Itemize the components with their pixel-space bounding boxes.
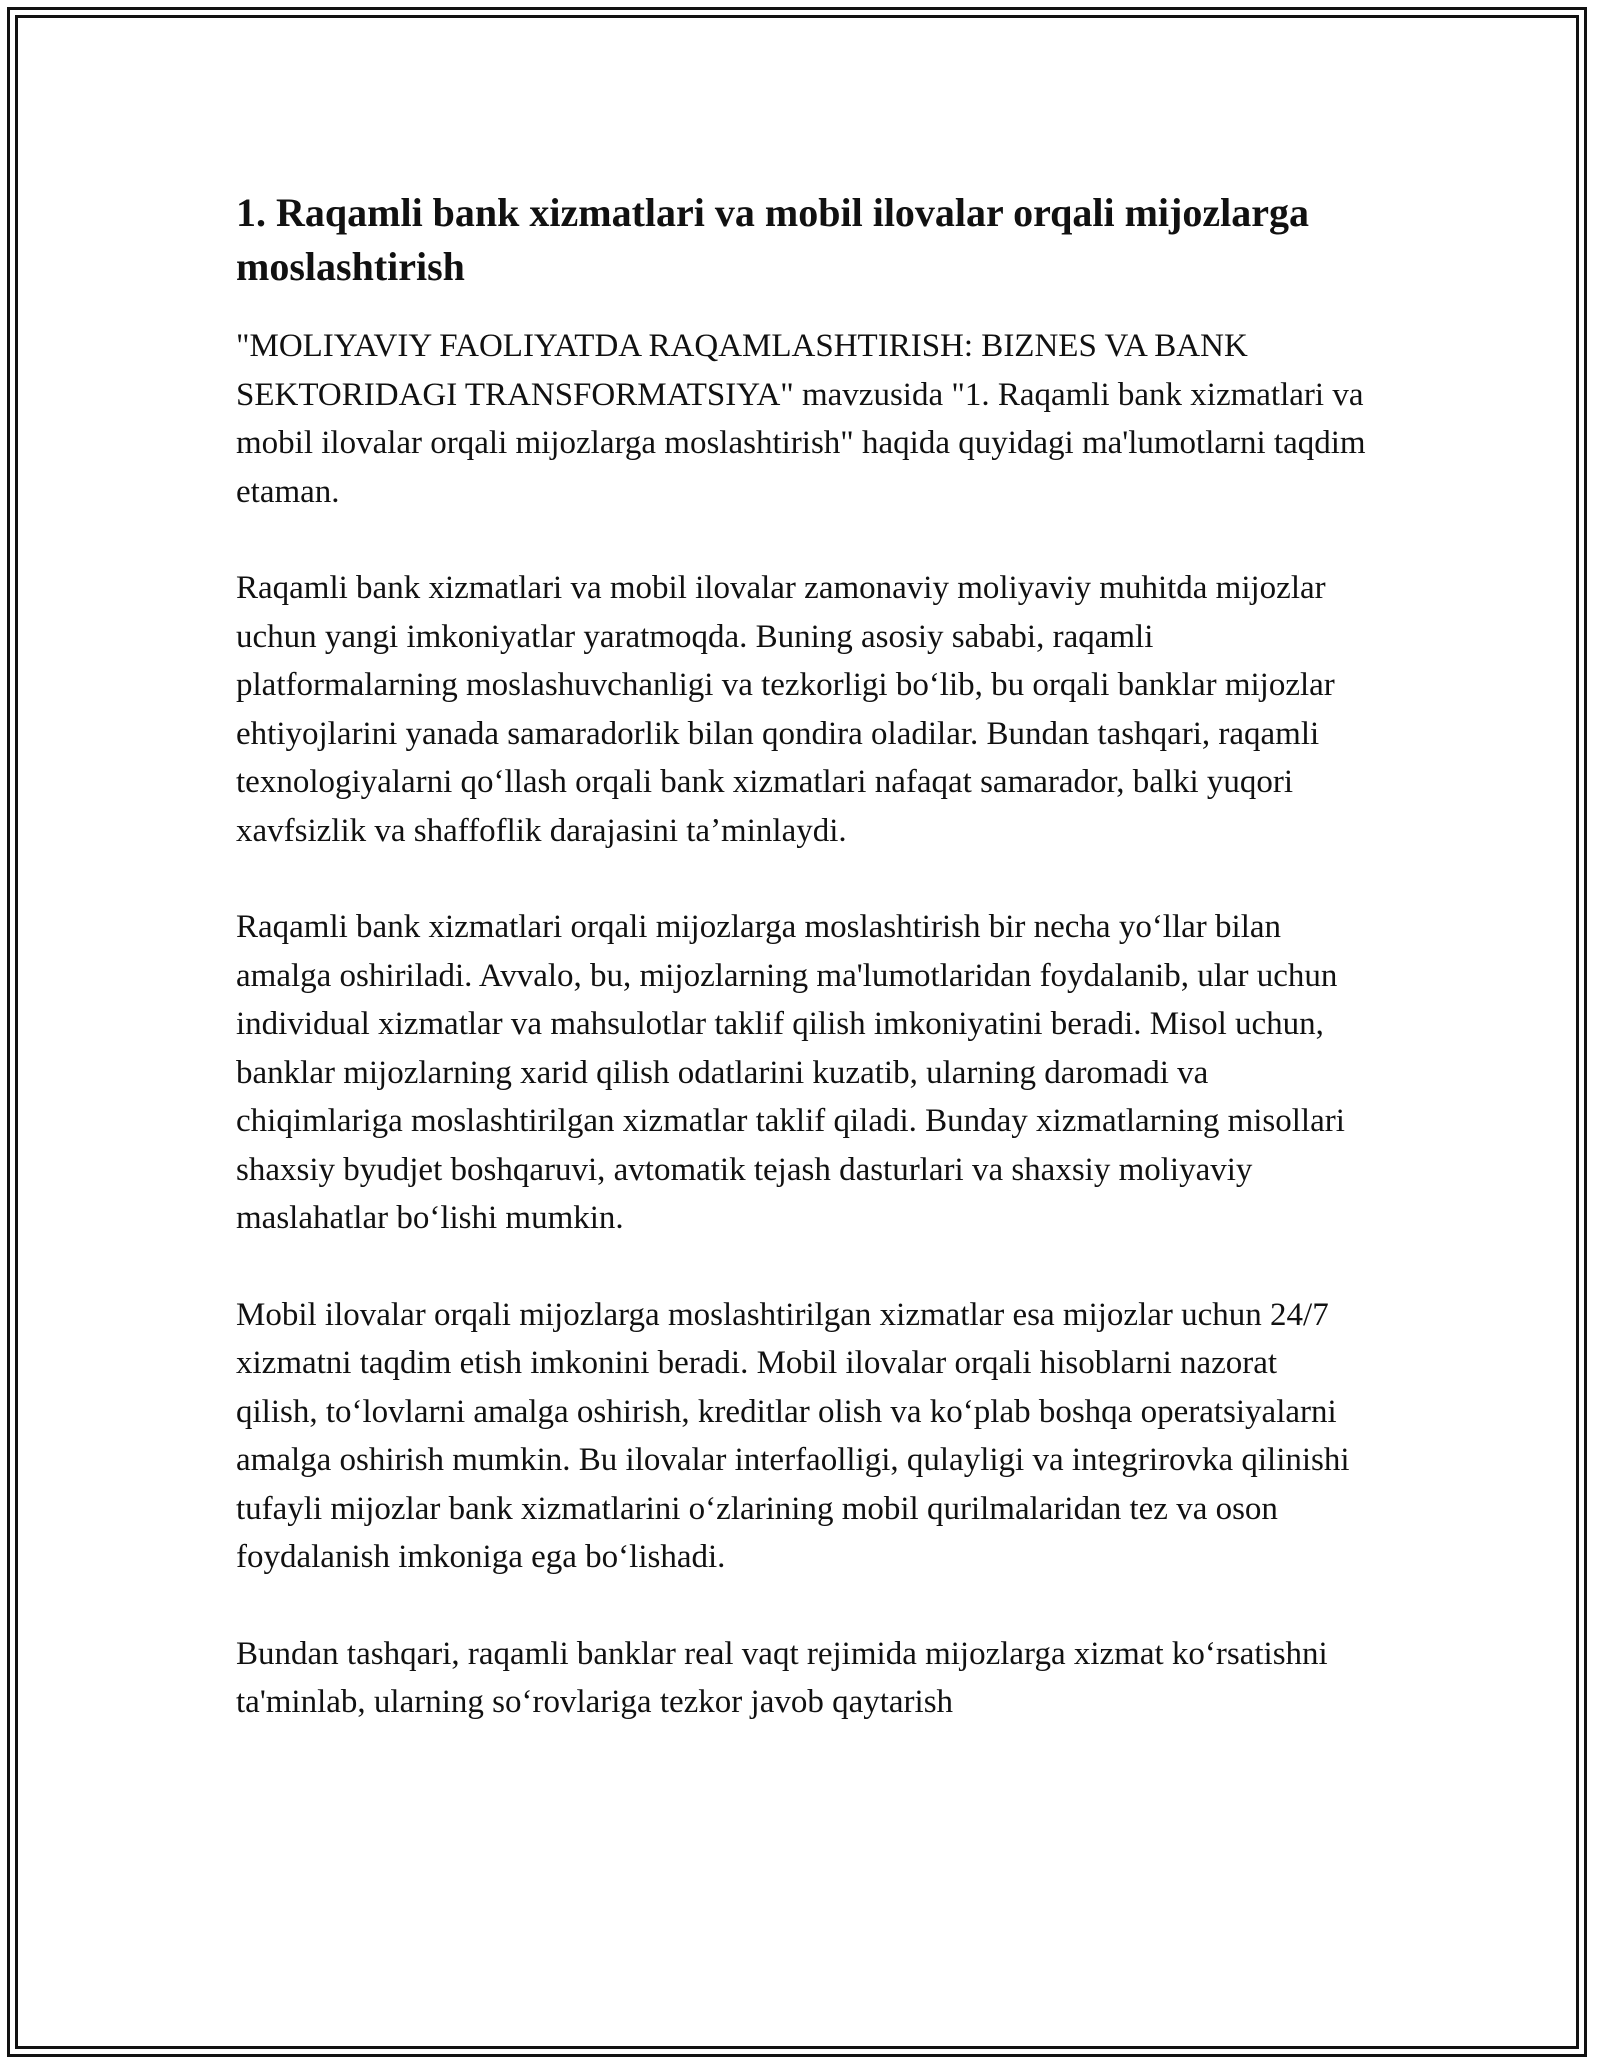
paragraph-intro: "MOLIYAVIY FAOLIYATDA RAQAMLASHTIRISH: BIZNES VA BANK SEKTORIDAGI TRANSFORMATSIYA" mavzusida "1. Raqamli bank xizmatlari va mobil ilovalar orqali mijozlarga moslashtirish" haqida quyidagi ma'lumotlarni taqdim etaman. [236, 328, 1366, 510]
paragraph-digital-services: Raqamli bank xizmatlari va mobil ilovalar zamonaviy moliyaviy muhitda mijozlar uchun yangi imkoniyatlar yaratmoqda. Buning asosiy sababi, raqamli platformalarning moslashuvchanligi va tezkorligi boʻlib, bu orqali banklar mijozlar ehtiyojlarini yanada samaradorlik bilan qondira oladilar. Bundan tashqari, raqamli texnologiyalarni qoʻllash orqali bank xizmatlari nafaqat samarador, balki yuqori xavfsizlik va shaffoflik darajasini taʼminlaydi. [236, 570, 1335, 849]
paragraph-personalization: Raqamli bank xizmatlari orqali mijozlarga moslashtirish bir necha yoʻllar bilan amalga oshiriladi. Avvalo, bu, mijozlarning ma'lumotlaridan foydalanib, ular uchun individual xizmatlar va mahsulotlar taklif qilish imkoniyatini beradi. Misol uchun, banklar mijozlarning xarid qilish odatlarini kuzatib, ularning daromadi va chiqimlariga moslashtirilgan xizmatlar taklif qiladi. Bunday xizmatlarning misollari shaxsiy byudjet boshqaruvi, avtomatik tejash dasturlari va shaxsiy moliyaviy maslahatlar boʻlishi mumkin. [236, 909, 1345, 1236]
paragraph-mobile-apps: Mobil ilovalar orqali mijozlarga moslashtirilgan xizmatlar esa mijozlar uchun 24/7 xizmatni taqdim etish imkonini beradi. Mobil ilovalar orqali hisoblarni nazorat qilish, toʻlovlarni amalga oshirish, kreditlar olish va koʻplab boshqa operatsiyalarni amalga oshirish mumkin. Bu ilovalar interfaolligi, qulayligi va integrirovka qilinishi tufayli mijozlar bank xizmatlarini oʻzlarining mobil qurilmalaridan tez va oson foydalanish imkoniga ega boʻlishadi. [236, 1296, 1350, 1575]
paragraph-realtime: Bundan tashqari, raqamli banklar real vaqt rejimida mijozlarga xizmat koʻrsatishni ta'minlab, ularning soʻrovlariga tezkor javob qaytarish [236, 1635, 1328, 1720]
section-heading: 1. Raqamli bank xizmatlari va mobil ilovalar orqali mijozlarga moslashtirish [236, 190, 1309, 289]
document-body [236, 186, 1366, 1775]
